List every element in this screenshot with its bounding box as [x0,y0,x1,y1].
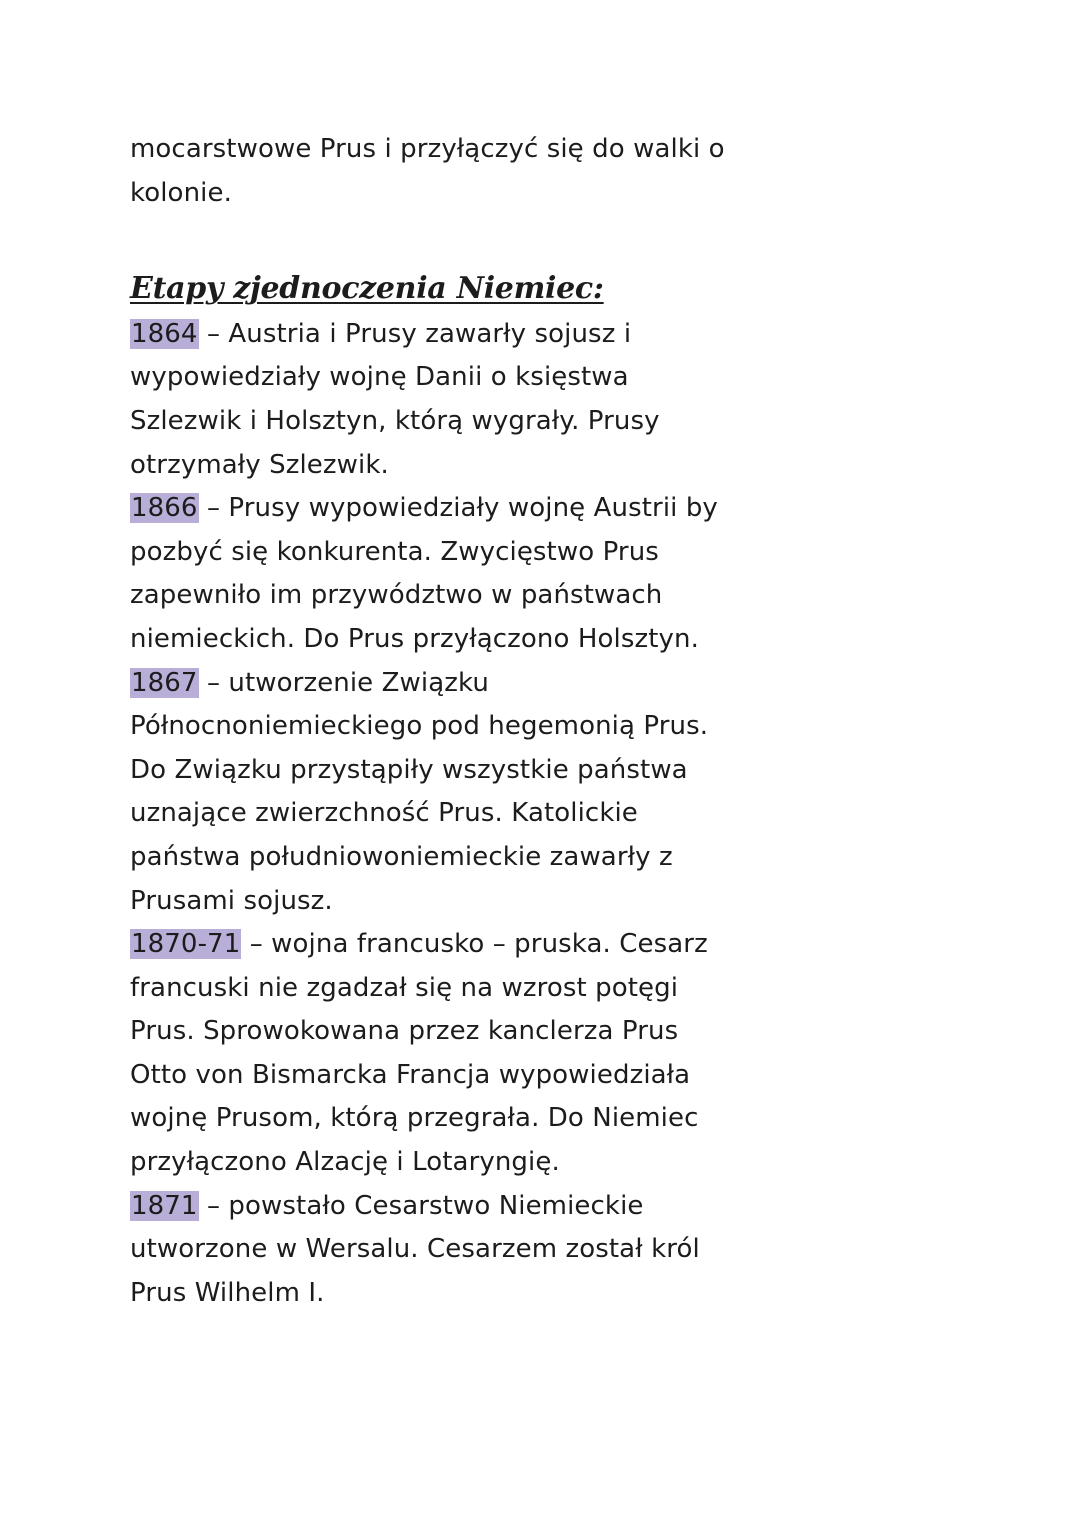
entry-line: przyłączono Alzację i Lotaryngię. [130,1147,560,1178]
year-highlight: 1870-71 [131,929,241,960]
entry-text: – powstało Cesarstwo Niemieckie [198,1190,644,1221]
timeline-entry [130,487,770,661]
entry-first-line [130,313,770,357]
entry-line: wypowiedziały wojnę Danii o księstwa [130,362,629,393]
document-page [130,128,770,1315]
year-highlight: 1866 [131,493,198,524]
entry-text: – utworzenie Związku [198,667,489,698]
entry-first-line [130,662,770,706]
intro-line: kolonie. [130,177,232,208]
entry-line: Do Związku przystąpiły wszystkie państwa [130,754,688,785]
timeline-entry [130,923,770,1185]
intro-line: mocarstwowe Prus i przyłączyć się do walki o [130,134,725,164]
entry-line: otrzymały Szlezwik. [130,449,389,480]
timeline-entry [130,1185,770,1316]
entry-line: Szlezwik i Holsztyn, którą wygrały. Prusy [130,405,660,436]
entry-line: pozbyć się konkurenta. Zwycięstwo Prus [130,536,659,567]
entry-text: – wojna francusko – pruska. Cesarz [241,929,708,960]
entry-first-line [130,923,770,967]
timeline-entry [130,313,770,487]
section-heading: Etapy zjednoczenia Niemiec: [130,271,604,307]
entry-line: Prus Wilhelm I. [130,1277,325,1308]
entry-line: uznające zwierzchność Prus. Katolickie [130,798,638,829]
entry-line: Północnoniemieckiego pod hegemonią Prus. [130,711,709,742]
paragraph-gap [130,215,770,265]
entry-line: utworzone w Wersalu. Cesarzem został król [130,1234,700,1265]
entry-line: Otto von Bismarcka Francja wypowiedziała [130,1059,691,1090]
year-highlight: 1871 [131,1190,198,1221]
entry-line: Prusami sojusz. [130,885,333,916]
entry-line: zapewniło im przywództwo w państwach [130,580,663,611]
entry-text: – Austria i Prusy zawarły sojusz i [198,318,632,349]
entry-text: – Prusy wypowiedziały wojnę Austrii by [198,493,718,524]
entry-line: państwa południowoniemieckie zawarły z [130,841,673,872]
entry-line: wojnę Prusom, którą przegrała. Do Niemiec [130,1103,699,1134]
entry-line: Prus. Sprowokowana przez kanclerza Prus [130,1016,679,1047]
entry-line: francuski nie zgadzał się na wzrost potęgi [130,972,679,1003]
timeline-entry [130,662,770,924]
entry-first-line [130,487,770,531]
year-highlight: 1867 [131,667,198,698]
year-highlight: 1864 [131,318,198,349]
entry-line: niemieckich. Do Prus przyłączono Holsztyn. [130,623,699,654]
entry-first-line [130,1185,770,1229]
